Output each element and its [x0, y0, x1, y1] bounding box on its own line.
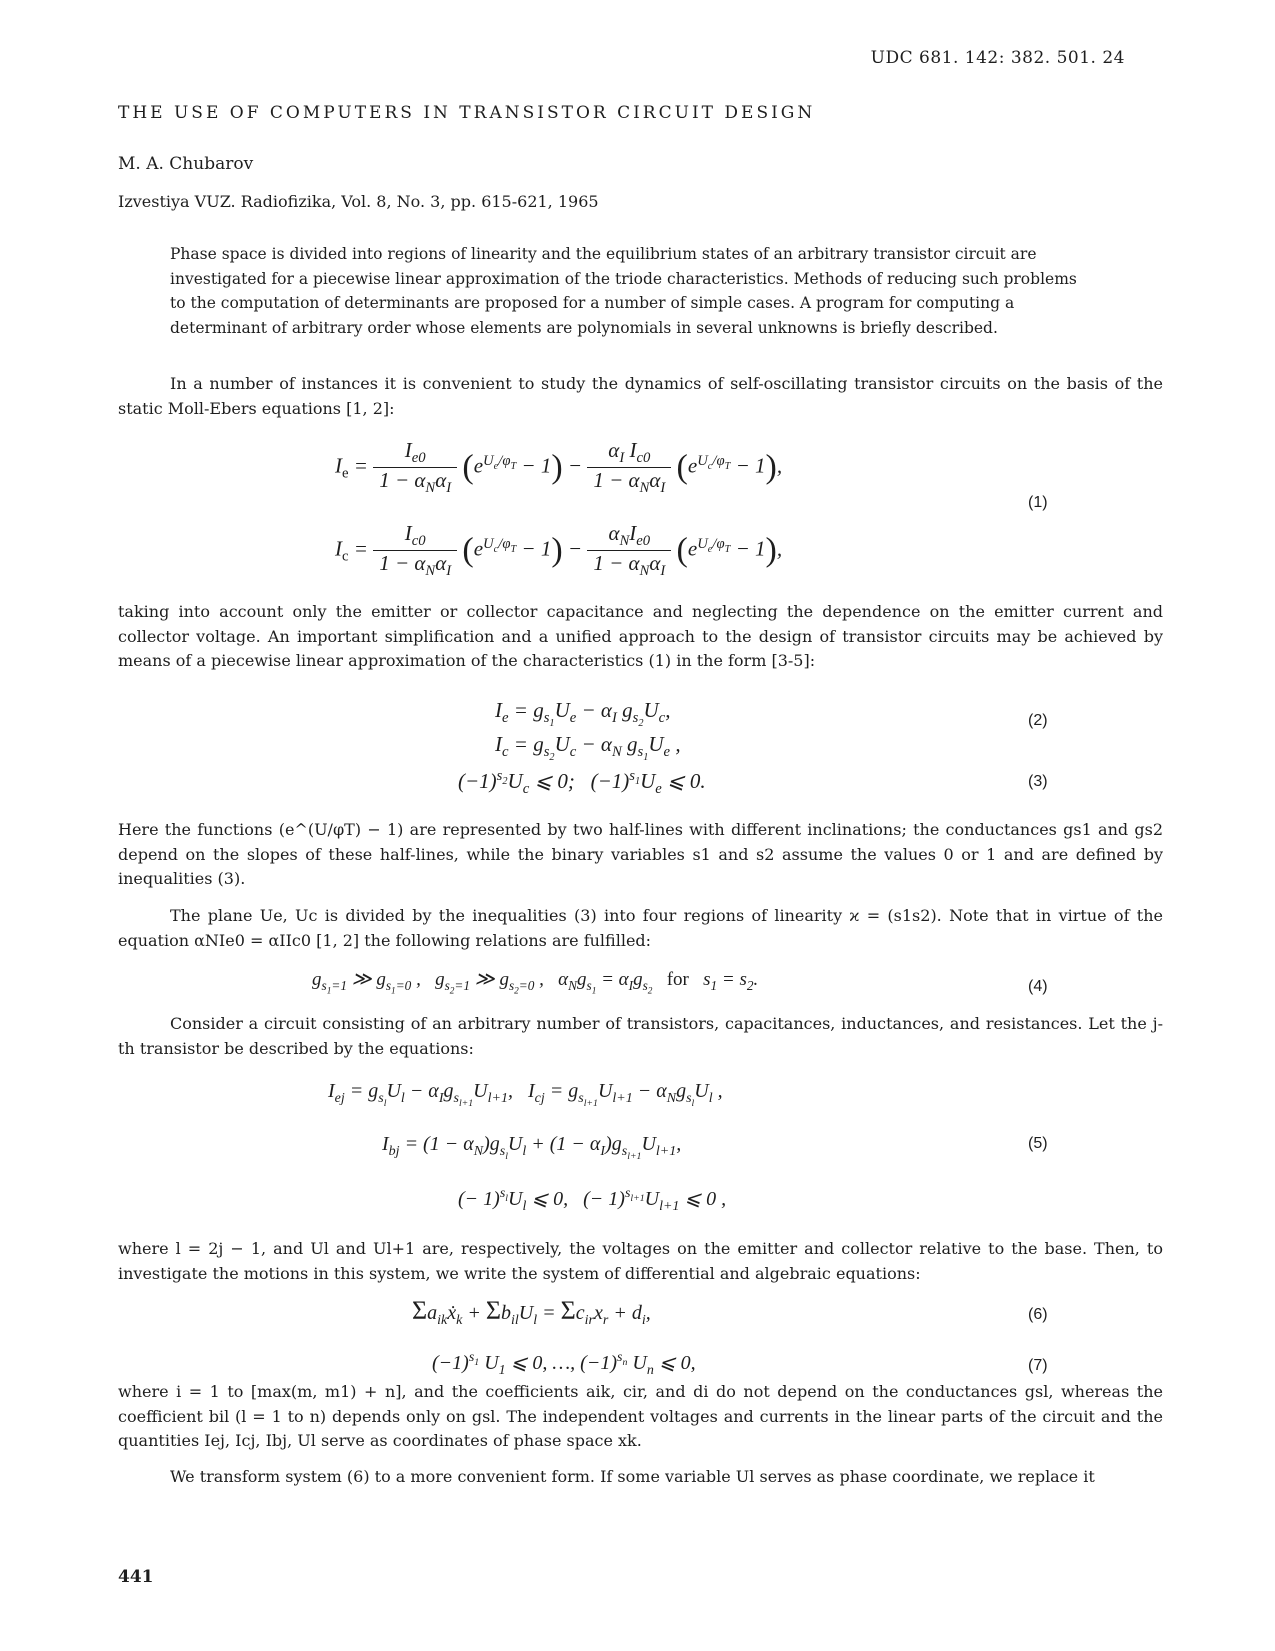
- equation-number-5: (5): [1028, 1135, 1048, 1152]
- paragraph-5: Consider a circuit consisting of an arbitrary number of transistors, capacitances, inductances, and resistances. Let the j-th transistor be described by the equations:: [118, 1014, 1163, 1058]
- page-number: 441: [118, 1567, 154, 1587]
- equation-number-6: (6): [1028, 1306, 1048, 1323]
- paragraph-6: where l = 2j − 1, and Ul and Ul+1 are, respectively, the voltages on the emitter and collector relative to the base. Then, to investigate the motions in this system, we write the system of differential and algebraic equations:: [118, 1239, 1163, 1283]
- equation-3: $(-1)^{s_2}U_c$ ⩽ 0; $(-1)^{s_1}U_e$ ⩽ 0.: [458, 768, 706, 798]
- paragraph-1: In a number of instances it is convenient to study the dynamics of self-oscillating transistor circuits on the basis of the static Moll-Ebers equations [1, 2]:: [118, 374, 1163, 418]
- source-citation: Izvestiya VUZ. Radiofizika, Vol. 8, No. 3, pp. 615-621, 1965: [118, 192, 599, 211]
- equation-number-1: (1): [1028, 494, 1048, 511]
- equation-2a: $I_e = g_{s_1}U_e - \alpha_I$ $g_{s_2}U_c$,: [495, 698, 671, 730]
- paragraph-3: Here the functions (e^(U/φT) − 1) are represented by two half-lines with different inclinations; the conductances gs1 and gs2 depend on the slopes of these half-lines, while the binary variables s1 and s2 assume the values 0 or 1 and are defined by inequalities (3).: [118, 820, 1163, 888]
- equation-number-2: (2): [1028, 712, 1048, 729]
- paragraph-4: The plane Ue, Uc is divided by the inequalities (3) into four regions of linearity ϰ = (s1s2). Note that in virtue of the equation αNIe0 = αIIc0 [1, 2] the following relations are fulfilled:: [118, 906, 1163, 950]
- paper-title: THE USE OF COMPUTERS IN TRANSISTOR CIRCUIT DESIGN: [118, 103, 816, 123]
- abstract: Phase space is divided into regions of linearity and the equilibrium states of an arbitrary transistor circuit are investigated for a piecewise linear approximation of the triode characteristics. Methods of reducing such problems to the computation of determinants are proposed for a number of simple cases. A program for computing a determinant of arbitrary order whose elements are polynomials in several unknowns is briefly described.: [170, 245, 1077, 337]
- paragraph-7: where i = 1 to [max(m, m1) + n], and the coefficients aik, cir, and di do not depend on the conductances gsl, whereas the coefficient bil (l = 1 to n) depends only on gsl. The independent voltages and currents in the linear parts of the circuit and the quantities Iej, Icj, Ibj, Ul serve as coordinates of phase space xk.: [118, 1382, 1163, 1450]
- equation-2b: $I_c = g_{s_2}U_c - \alpha_N$ $g_{s_1}U_e$ ,: [495, 732, 681, 764]
- equation-4: $g_{s_1=1}$ ≫ $g_{s_1=0}$ , $g_{s_2=1}$ ≫ $g_{s_2=0}$ , $\alpha_Ng_{s_1} = \alpha_Ig_{s_2}$ for $s_1 = s_2$.: [312, 969, 759, 997]
- equation-7: $(-1)^{s_1}$ $U_1$ ⩽ 0, …, $(-1)^{s_n}$ $U_n$ ⩽ 0,: [432, 1350, 696, 1378]
- equation-number-4: (4): [1028, 978, 1048, 995]
- equation-5b: $I_{bj} = (1 - \alpha_N)g_{s_l}U_l + (1 - \alpha_I)g_{s_{l+1}}U_{l+1}$,: [382, 1133, 682, 1162]
- equation-5c: (− $1)^{s_l}U_l$ ⩽ 0, (− $1)^{s_{l+1}}U_{l+1}$ ⩽ 0 ,: [458, 1186, 727, 1214]
- equation-1a: $I_e$ = $\frac{I_{e0}}{1 - \alpha_N\alpha_I}$ $(e^{U_e/\varphi_T} - 1)$ − $\frac{\alpha_I I_{c0}}{1 - \alpha_N\alpha_I}$ $(e^{U_c/\varphi_T} - 1)$,: [335, 438, 783, 497]
- udc-code: UDC 681. 142: 382. 501. 24: [870, 48, 1125, 68]
- equation-1b: $I_c$ = $\frac{I_{c0}}{1 - \alpha_N\alpha_I}$ $(e^{U_c/\varphi_T} - 1)$ − $\frac{\alpha_NI_{e0}}{1 - \alpha_N\alpha_I}$ $(e^{U_e/\varphi_T} - 1)$,: [335, 521, 783, 580]
- equation-number-7: (7): [1028, 1357, 1048, 1374]
- author: M. A. Chubarov: [118, 154, 254, 174]
- paragraph-8: We transform system (6) to a more convenient form. If some variable Ul serves as phase coordinate, we replace it: [170, 1467, 1095, 1486]
- equation-number-3: (3): [1028, 773, 1048, 790]
- equation-5a: $I_{ej} = g_{s_l}U_l - \alpha_Ig_{s_{l+1}}U_{l+1}$, $I_{cj} = g_{s_{l+1}}U_{l+1} - \alpha_Ng_{s_l}U_l$ ,: [328, 1080, 723, 1109]
- paragraph-2: taking into account only the emitter or collector capacitance and neglecting the dependence on the emitter current and collector voltage. An important simplification and a unified approach to the design of transistor circuits may be achieved by means of a piecewise linear approximation of the characteristics (1) in the form [3-5]:: [118, 602, 1163, 670]
- equation-6: $\Sigma a_{ik}ẋ_k + \Sigma b_{il}U_l = \Sigma c_{ir}x_r + d_i$,: [412, 1296, 651, 1328]
